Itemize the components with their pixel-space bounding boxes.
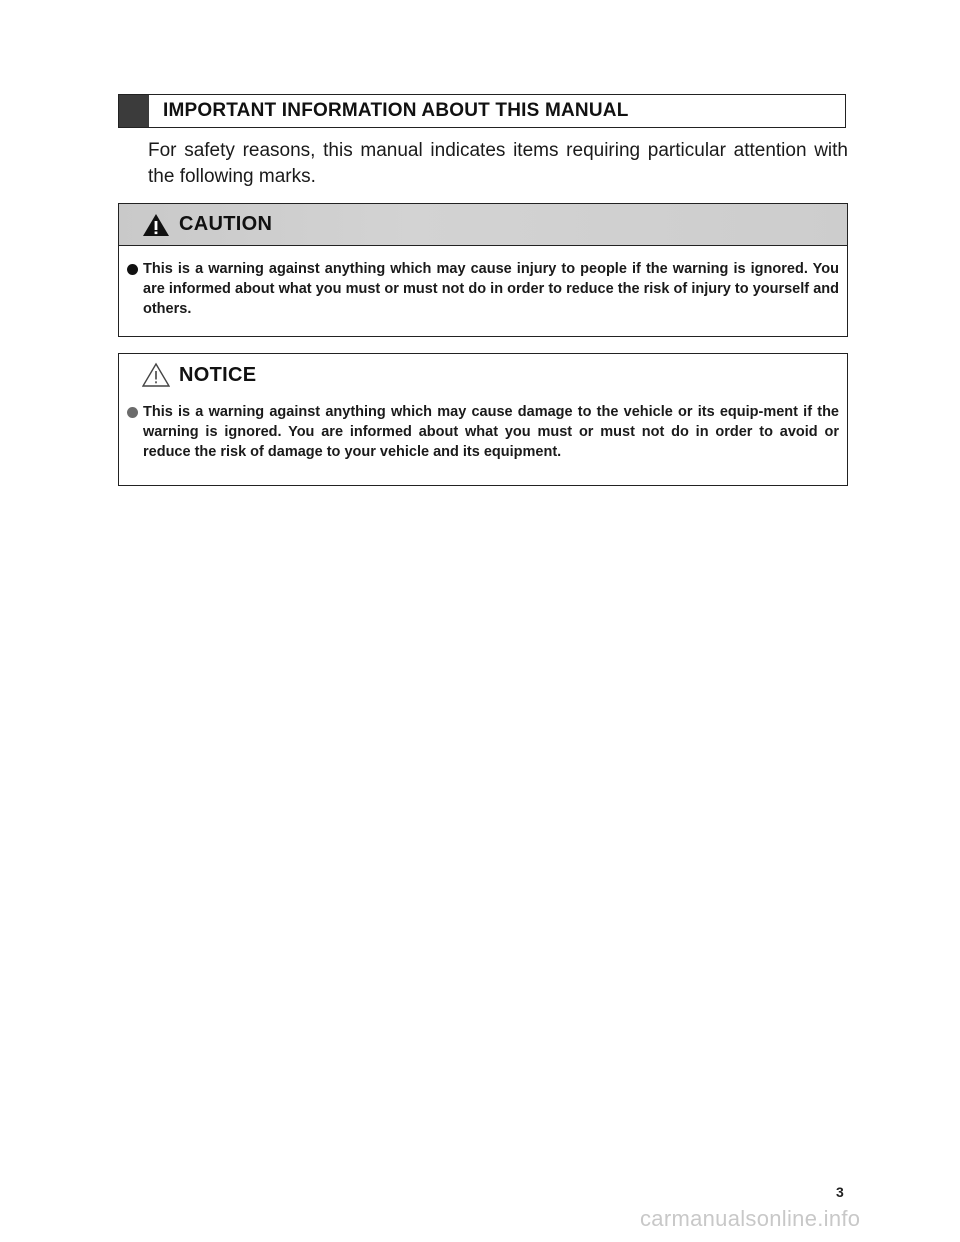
caution-header (119, 204, 847, 246)
notice-body (119, 396, 847, 462)
caution-box (118, 203, 848, 337)
notice-text: This is a warning against anything which may cause damage to the vehicle or its equip-ment if the warning is ignored. You are informed about what you must or must not do in order to avoid or reduce the risk of damage to your vehicle and its equipment. (143, 404, 839, 460)
page-number: 3 (836, 1184, 844, 1200)
notice-header (119, 354, 847, 396)
heading-marker (119, 95, 149, 127)
section-title: IMPORTANT INFORMATION ABOUT THIS MANUAL (163, 100, 629, 121)
intro-paragraph: For safety reasons, this manual indicates items requiring particular attention with the following marks. (148, 140, 848, 187)
section-heading (118, 94, 846, 128)
warning-triangle-outline-icon (141, 361, 171, 389)
bullet-icon (127, 264, 138, 275)
caution-body (119, 246, 847, 319)
watermark: carmanualsonline.info (640, 1206, 861, 1231)
bullet-icon (127, 407, 138, 418)
warning-triangle-filled-icon (141, 211, 171, 239)
notice-box (118, 353, 848, 486)
caution-label: CAUTION (179, 213, 273, 235)
notice-label: NOTICE (179, 363, 257, 386)
caution-text: This is a warning against anything which may cause injury to people if the warning is ignored. You are informed about what you must or must not do in order to reduce the risk of injury to yourself and others. (143, 261, 839, 317)
